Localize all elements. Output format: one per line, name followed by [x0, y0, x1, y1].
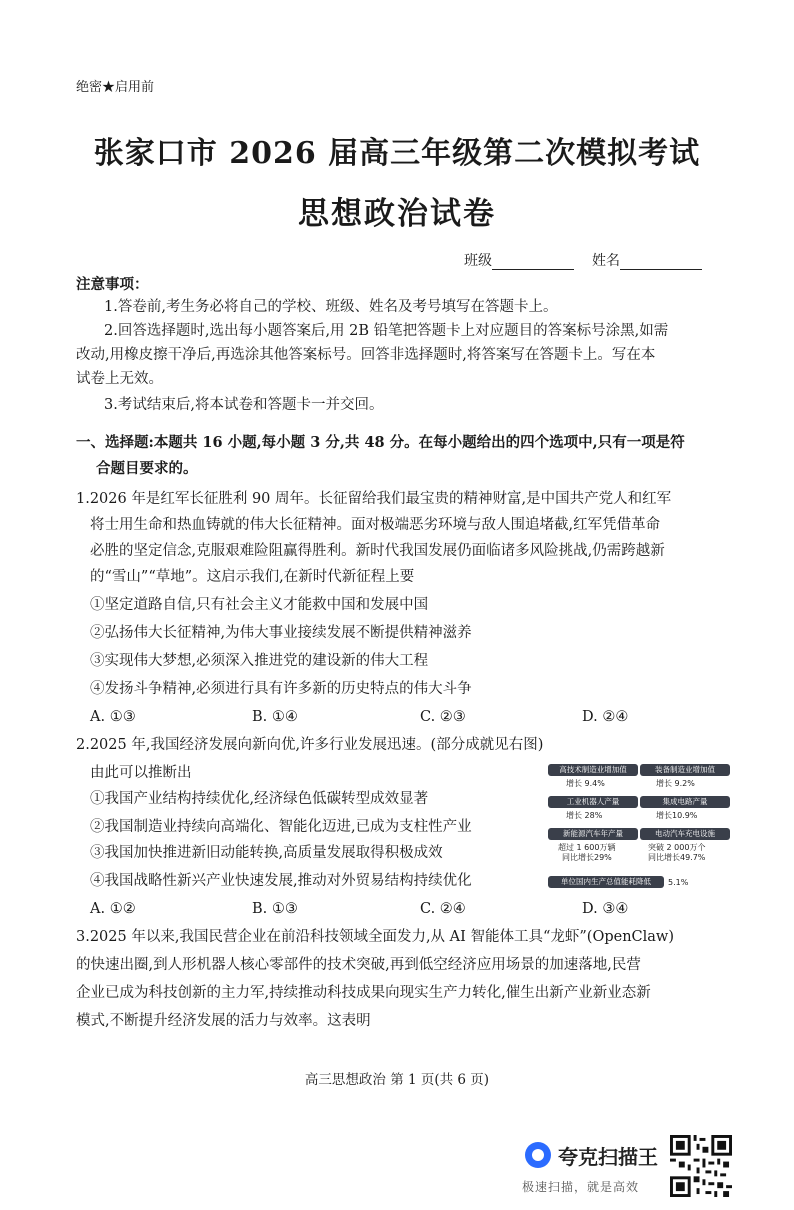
q2-line-2: 由此可以推断出: [90, 765, 192, 781]
section-heading-line-1: 一、选择题:本题共 16 小题,每小题 3 分,共 48 分。在每小题给出的四个选项中,只有一项是符: [76, 434, 685, 451]
info-label-hightech: 高技术制造业增加值: [548, 764, 638, 776]
info-value-hightech: 增长 9.4%: [566, 779, 605, 788]
info-label-robots: 工业机器人产量: [548, 796, 638, 808]
info-value-nev-2: 同比增长29%: [562, 853, 612, 862]
q2-option-a: A. ①②: [90, 901, 136, 917]
info-value-chips: 增长10.9%: [656, 811, 698, 820]
q2-statement-3: ③我国加快推进新旧动能转换,高质量发展取得积极成效: [90, 845, 443, 861]
q1-line-4: 的“雪山”“草地”。这启示我们,在新时代新征程上要: [90, 569, 415, 585]
q2-statement-1: ①我国产业结构持续优化,经济绿色低碳转型成效显著: [90, 791, 429, 807]
q2-statement-2: ②我国制造业持续向高端化、智能化迈进,已成为支柱性产业: [90, 819, 472, 835]
notice-item-2-line-2: 改动,用橡皮擦干净后,再选涂其他答案标号。回答非选择题时,将答案写在答题卡上。写在本: [76, 347, 656, 363]
achievement-infographic: [544, 762, 732, 892]
student-info-line: [464, 250, 702, 270]
info-value-nev-1: 超过 1 600万辆: [558, 843, 616, 852]
class-label: 班级: [464, 253, 492, 269]
scanner-brand: 夸克扫描王: [558, 1145, 658, 1169]
scanner-logo-icon: [525, 1142, 551, 1168]
info-value-equipment: 增长 9.2%: [656, 779, 695, 788]
notice-item-2-line-1: 2.回答选择题时,选出每小题答案后,用 2B 铅笔把答题卡上对应题目的答案标号涂黑,如需: [104, 323, 669, 339]
q2-line-1: 2.2025 年,我国经济发展向新向优,许多行业发展迅速。(部分成就见右图): [76, 737, 544, 753]
q1-statement-1: ①坚定道路自信,只有社会主义才能救中国和发展中国: [90, 597, 429, 613]
info-value-charging-2: 同比增长49.7%: [648, 853, 706, 862]
name-label: 姓名: [592, 253, 620, 269]
info-label-equipment: 装备制造业增加值: [640, 764, 730, 776]
info-label-chips: 集成电路产量: [640, 796, 730, 808]
name-blank[interactable]: [620, 255, 702, 270]
q1-statement-4: ④发扬斗争精神,必须进行具有许多新的历史特点的伟大斗争: [90, 681, 472, 697]
q1-option-c: C. ②③: [420, 709, 466, 725]
page-footer: 高三思想政治 第 1 页(共 6 页): [304, 1072, 490, 1088]
notice-heading: 注意事项：: [76, 276, 149, 293]
q1-statement-2: ②弘扬伟大长征精神,为伟大事业接续发展不断提供精神滋养: [90, 625, 472, 641]
section-heading-line-2: 合题目要求的。: [96, 460, 198, 477]
notice-item-1: 1.答卷前,考生务必将自己的学校、班级、姓名及考号填写在答题卡上。: [104, 299, 558, 315]
q3-line-1: 3.2025 年以来,我国民营企业在前沿科技领域全面发力,从 AI 智能体工具“龙虾”(OpenClaw): [76, 929, 674, 945]
q2-option-d: D. ③④: [582, 901, 629, 917]
info-value-energy: 5.1%: [668, 878, 689, 887]
q2-statement-4: ④我国战略性新兴产业快速发展,推动对外贸易结构持续优化: [90, 873, 472, 889]
q2-option-b: B. ①③: [252, 901, 298, 917]
class-blank[interactable]: [492, 255, 574, 270]
exam-subtitle: 思想政治试卷: [298, 196, 496, 232]
q3-line-4: 模式,不断提升经济发展的活力与效率。这表明: [76, 1013, 371, 1029]
info-label-charging: 电动汽车充电设施: [640, 828, 730, 840]
q1-line-3: 必胜的坚定信念,克服艰难险阻赢得胜利。新时代我国发展仍面临诸多风险挑战,仍需跨越新: [90, 543, 665, 559]
q1-line-1: 1.2026 年是红军长征胜利 90 周年。长征留给我们最宝贵的精神财富,是中国共产党人和红军: [76, 491, 672, 507]
info-label-nev: 新能源汽车年产量: [548, 828, 638, 840]
q3-line-3: 企业已成为科技创新的主力军,持续推动科技成果向现实生产力转化,催生出新产业新业态新: [76, 985, 651, 1001]
q1-statement-3: ③实现伟大梦想,必须深入推进党的建设新的伟大工程: [90, 653, 429, 669]
info-value-robots: 增长 28%: [566, 811, 603, 820]
q2-option-c: C. ②④: [420, 901, 466, 917]
exam-title: 张家口市 2026 届高三年级第二次模拟考试: [93, 136, 701, 171]
qr-code-icon: [670, 1135, 732, 1197]
q3-line-2: 的快速出圈,到人形机器人核心零部件的技术突破,再到低空经济应用场景的加速落地,民营: [76, 957, 641, 973]
confidential-mark: 绝密★启用前: [76, 80, 155, 95]
q1-option-a: A. ①③: [90, 709, 136, 725]
info-label-energy: 单位国内生产总值能耗降低: [548, 876, 664, 888]
scanner-slogan: 极速扫描，就是高效: [522, 1180, 640, 1194]
notice-item-2-line-3: 试卷上无效。: [76, 371, 163, 387]
notice-item-3: 3.考试结束后,将本试卷和答题卡一并交回。: [104, 397, 384, 413]
q1-option-d: D. ②④: [582, 709, 629, 725]
info-value-charging-1: 突破 2 000万个: [648, 843, 706, 852]
q1-line-2: 将士用生命和热血铸就的伟大长征精神。面对极端恶劣环境与敌人围追堵截,红军凭借革命: [90, 517, 661, 533]
q1-option-b: B. ①④: [252, 709, 298, 725]
